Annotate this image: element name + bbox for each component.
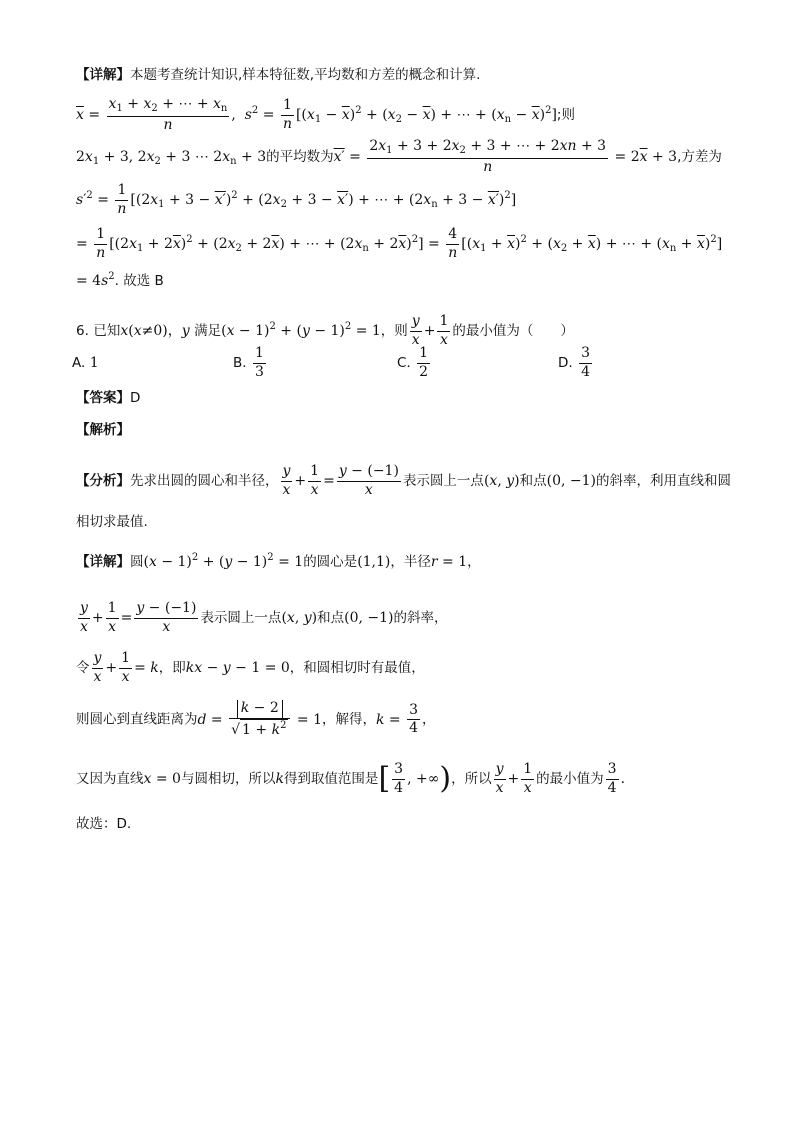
detail-l3-let: 令 xyxy=(76,660,90,676)
detail-line-2: $\frac{y}{x}$ + $\frac{1}{x}$ = $\frac{y - (-1)}{x}$ 表示圆上一点(x, y)和点(0, −1)的斜率， xyxy=(80,600,448,635)
mean-word: 的平均数为 xyxy=(266,149,334,165)
formula-mean-variance: $\overline{x}$ = $\frac{x_1 + x_2 + \cdots + x_n}{n}$ , $s^2$ = $\frac{1}{n}$ [$(x_1 - \overline{x})^2 + (x_2 - \overline{x})$ + ⋯ + $(x_n - \overline{x})^2$];则 xyxy=(76,96,575,133)
question-then: ，则 xyxy=(380,323,408,339)
detail-l2-text3: 的斜率， xyxy=(393,610,448,626)
analysis-line-2 xyxy=(76,516,148,530)
detail-final xyxy=(76,818,131,832)
option-d-num: 3 xyxy=(579,345,592,364)
analysis-text3: 和点 xyxy=(519,473,547,489)
detail-l4-dist: 则圆心到直线距离为 xyxy=(76,711,198,728)
option-b-num: 1 xyxy=(253,345,266,364)
detail-l5-text4: ，所以 xyxy=(451,771,492,787)
prev-detail-line xyxy=(76,69,480,83)
formula-new-variance: $s'^2$ = $\frac{1}{n}$ [$(2x_1 + 3 - x')^2 + (2x_2 + 3 - x')$ + ⋯ + $(2x_n + 3 - x')^2$] xyxy=(76,182,517,217)
detail-l3-tangent: ，和圆相切时有最值， xyxy=(289,660,425,676)
detail-l2-text2: 和点 xyxy=(317,610,345,626)
detail-circle: 圆 xyxy=(130,554,144,570)
then-word: ;则 xyxy=(556,107,575,123)
option-a xyxy=(72,355,99,371)
analysis-text1: 先求出圆的圆心和半径， xyxy=(130,473,279,489)
option-d-den: 4 xyxy=(581,363,591,380)
detail-l4-solve: ，解得， xyxy=(321,711,376,728)
formula-simplify: = $\frac{1}{n}$ [$(2x_1 + 2\overline{x})^2 + (2x_2 + 2\overline{x})$ + ⋯ + $(2x_n + 2\overline{x})^2$] = $\frac{4}{n}$ [$(x_1 + \overline{x})^2 + (x_2 + \overline{x})$ + ⋯ + $(x_n + \overline{x})^2$] xyxy=(76,226,723,261)
analysis-tag: 【解析】 xyxy=(76,422,130,438)
analysis-text2: 表示圆上一点 xyxy=(402,473,484,489)
detail-l3-ie: ，即 xyxy=(158,660,186,676)
detail-center: 的圆心是 xyxy=(303,554,358,570)
conclusion-text: . 故选 B xyxy=(114,273,164,289)
detail-tag: 【详解】 xyxy=(76,67,130,83)
answer-value: D xyxy=(130,390,141,406)
detail-line-4: 则圆心到直线距离为d = $\frac{k - 2}{√ 1 + k^2}$ = 1，解得，k = $\frac{3}{4}$ ， xyxy=(76,700,436,738)
detail-final-text: 故选：D. xyxy=(76,816,132,832)
detail-l5-text1: 又因为直线 xyxy=(76,771,144,787)
option-c-num: 1 xyxy=(417,345,430,364)
option-b-den: 3 xyxy=(255,363,264,380)
option-c-label: C. xyxy=(397,355,411,371)
detail-l5-text3: 得到取值范围是 xyxy=(283,771,379,787)
analysis-heading xyxy=(76,424,130,438)
option-b xyxy=(233,345,268,381)
detail-text: 本题考查统计知识,样本特征数,平均数和方差的概念和计算. xyxy=(130,67,481,83)
detail-subtag: 【详解】 xyxy=(76,554,130,570)
detail-line-5: 又因为直线x = 0与圆相切，所以k得到取值范围是[ $\frac{3}{4}$ , +∞)，所以 $\frac{y}{x}$ + $\frac{1}{x}$ 的最小值为 $\frac{3}{4}$ . xyxy=(76,761,626,796)
detail-radius: ，半径 xyxy=(390,554,431,570)
conclusion-line: = $4s^2$. 故选 B xyxy=(76,271,164,289)
variance-word: ,方差为 xyxy=(677,149,722,165)
question-number: 6. xyxy=(76,323,89,339)
option-d xyxy=(558,345,594,381)
analysis-line: 【分析】先求出圆的圆心和半径， $\frac{y}{x}$ + $\frac{1}{x}$ = $\frac{y - (-1)}{x}$ 表示圆上一点(x, y)和点(0, −1)的斜率，利用直线和圆 xyxy=(76,463,731,498)
option-c-den: 2 xyxy=(419,363,429,380)
question-known: 已知 xyxy=(93,323,121,339)
analysis-subtag: 【分析】 xyxy=(76,473,130,489)
analysis-text5: 相切求最值. xyxy=(76,514,148,530)
detail-line-1: 【详解】圆$(x - 1)^2 + (y - 1)^2 = 1$的圆心是(1,1)，半径r = 1， xyxy=(76,552,481,570)
detail-l5-text2: 与圆相切，所以 xyxy=(180,771,276,787)
option-a-label: A. xyxy=(72,355,86,371)
formula-new-mean: $2x_1 + 3$, $2x_2 + 3$ ⋯ $2x_n + 3$的平均数为x′ = $\frac{2x_1 + 3 + 2x_2 + 3 + \cdots + 2xn + 3}{n}$ = $2\overline{x} + 3$,方差为 xyxy=(76,138,722,175)
detail-l5-text5: 的最小值为 xyxy=(536,771,604,787)
detail-l2-text1: 表示圆上一点 xyxy=(200,610,282,626)
answer-line xyxy=(76,392,140,406)
option-a-value: 1 xyxy=(89,355,99,371)
answer-tag: 【答案】 xyxy=(76,390,130,406)
option-d-label: D. xyxy=(558,355,573,371)
option-c xyxy=(397,345,432,381)
question-satisfy: 满足 xyxy=(194,323,222,339)
question-6: 6. 已知x(x≠0)，y 满足$(x - 1)^2 + (y - 1)^2 = 1$，则 $\frac{y}{x}$ + $\frac{1}{x}$ 的最小值为（ ） xyxy=(76,313,574,348)
detail-line-3: 令 $\frac{y}{x}$ + $\frac{1}{x}$ = k，即kx − y − 1 = 0，和圆相切时有最值， xyxy=(76,650,425,685)
analysis-text4: 的斜率，利用直线和圆 xyxy=(595,473,731,489)
option-b-label: B. xyxy=(233,355,247,371)
question-min: 的最小值为（ ） xyxy=(452,323,574,339)
